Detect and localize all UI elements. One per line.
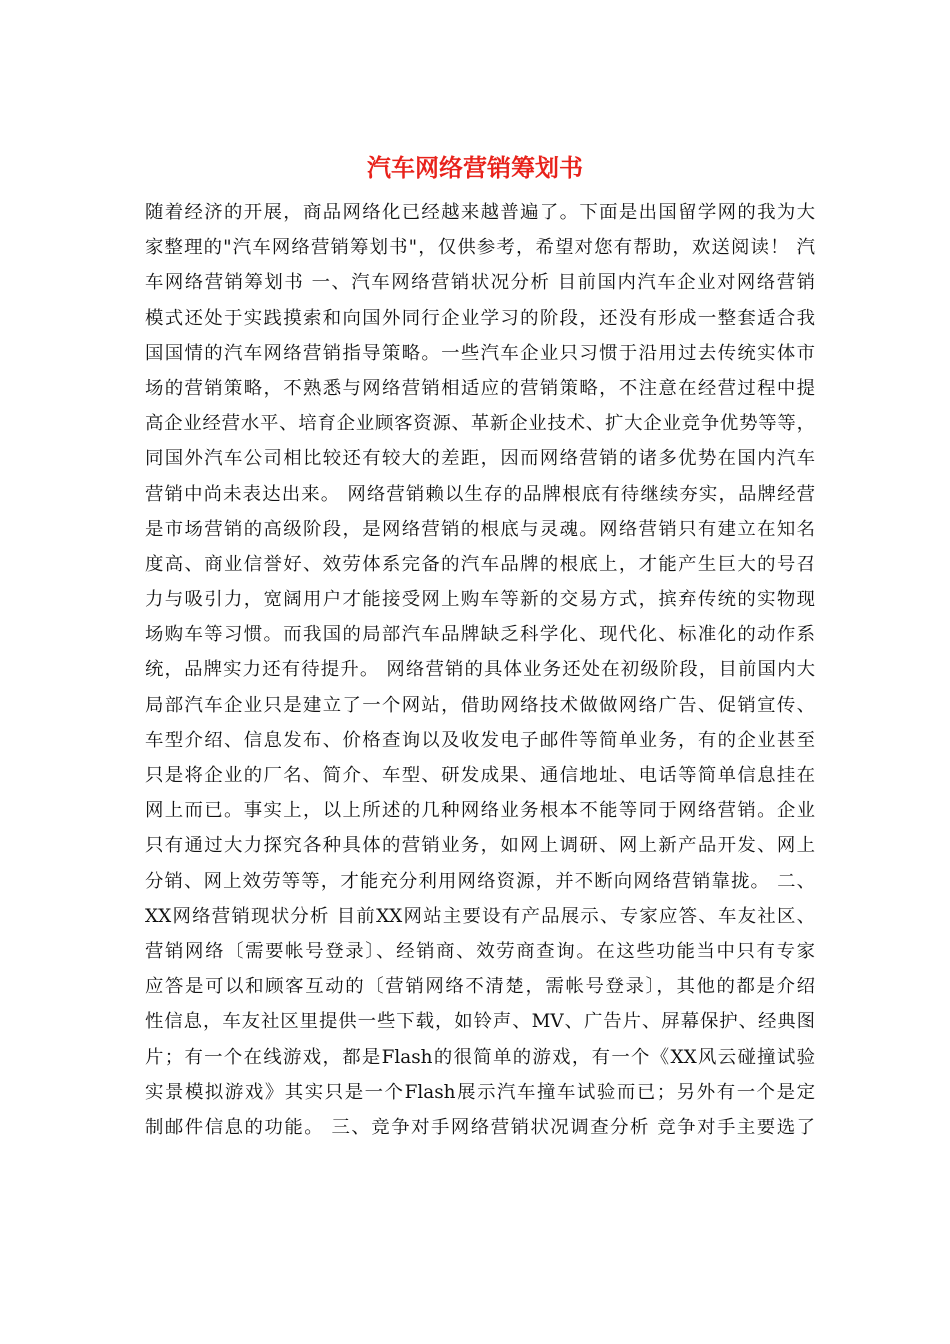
body-line: 只是将企业的厂名、简介、车型、研发成果、通信地址、电话等简单信息挂在 [145,765,815,786]
body-line: 制邮件信息的功能。 三、竞争对手网络营销状况调查分析 竞争对手主要选了 [145,1116,815,1138]
body-line: 同国外汽车公司相比较还有较大的差距，因而网络营销的诸多优势在国内汽车 [145,448,815,470]
body-line: 场的营销策略，不熟悉与网络营销相适应的营销策略，不注意在经营过程中提 [145,377,815,399]
body-line: 营销中尚未表达出来。 网络营销赖以生存的品牌根底有待继续夯实，品牌经营 [145,483,815,505]
body-line: 营销网络〔需要帐号登录〕、经销商、效劳商查询。在这些功能当中只有专家 [145,940,815,962]
body-line: 实景模拟游戏》其实只是一个Flash展示汽车撞车试验而已；另外有一个是定 [145,1081,815,1103]
body-line: 模式还处于实践摸索和向国外同行企业学习的阶段，还没有形成一整套适合我 [145,307,815,329]
body-line: 高企业经营水平、培育企业顾客资源、革新企业技术、扩大企业竞争优势等等， [145,413,815,435]
body-line: 片；有一个在线游戏，都是Flash的很简单的游戏，有一个《XX风云碰撞试验 [145,1046,815,1068]
body-line: 性信息，车友社区里提供一些下载，如铃声、MV、广告片、屏幕保护、经典图 [145,1011,815,1033]
body-line: 力与吸引力，宽阔用户才能接受网上购车等新的交易方式，摈弃传统的实物现 [145,589,815,611]
body-line: 度高、商业信誉好、效劳体系完备的汽车品牌的根底上，才能产生巨大的号召 [145,553,815,575]
body-line: XX网络营销现状分析 目前XX网站主要设有产品展示、专家应答、车友社区、 [145,905,815,927]
body-line: 国国情的汽车网络营销指导策略。一些汽车企业只习惯于沿用过去传统实体市 [145,342,815,364]
body-line: 分销、网上效劳等等，才能充分利用网络资源，并不断向网络营销靠拢。 二、 [145,870,815,892]
body-line: 车网络营销筹划书 一、汽车网络营销状况分析 目前国内汽车企业对网络营销 [145,272,815,294]
body-line: 网上而已。事实上，以上所述的几种网络业务根本不能等同于网络营销。企业 [145,800,815,822]
body-line: 是市场营销的高级阶段，是网络营销的根底与灵魂。网络营销只有建立在知名 [145,518,815,540]
body-line: 场购车等习惯。而我国的局部汽车品牌缺乏科学化、现代化、标准化的动作系 [145,624,815,646]
document-body [145,195,815,1145]
body-line: 车型介绍、信息发布、价格查询以及收发电子邮件等简单业务，有的企业甚至 [145,729,815,751]
body-line: 随着经济的开展，商品网络化已经越来越普遍了。下面是出国留学网的我为大 [145,202,815,223]
page-title: 汽车网络营销筹划书 [367,153,583,182]
body-line: 统，品牌实力还有待提升。 网络营销的具体业务还处在初级阶段，目前国内大 [145,659,815,681]
body-line: 应答是可以和顾客互动的〔营销网络不清楚，需帐号登录〕，其他的都是介绍 [145,976,815,998]
body-line: 只有通过大力探究各种具体的营销业务，如网上调研、网上新产品开发、网上 [145,835,815,857]
body-line: 局部汽车企业只是建立了一个网站，借助网络技术做做网络广告、促销宣传、 [145,694,815,716]
body-line: 家整理的"汽车网络营销筹划书"，仅供参考，希望对您有帮助，欢送阅读！ 汽 [145,237,815,259]
